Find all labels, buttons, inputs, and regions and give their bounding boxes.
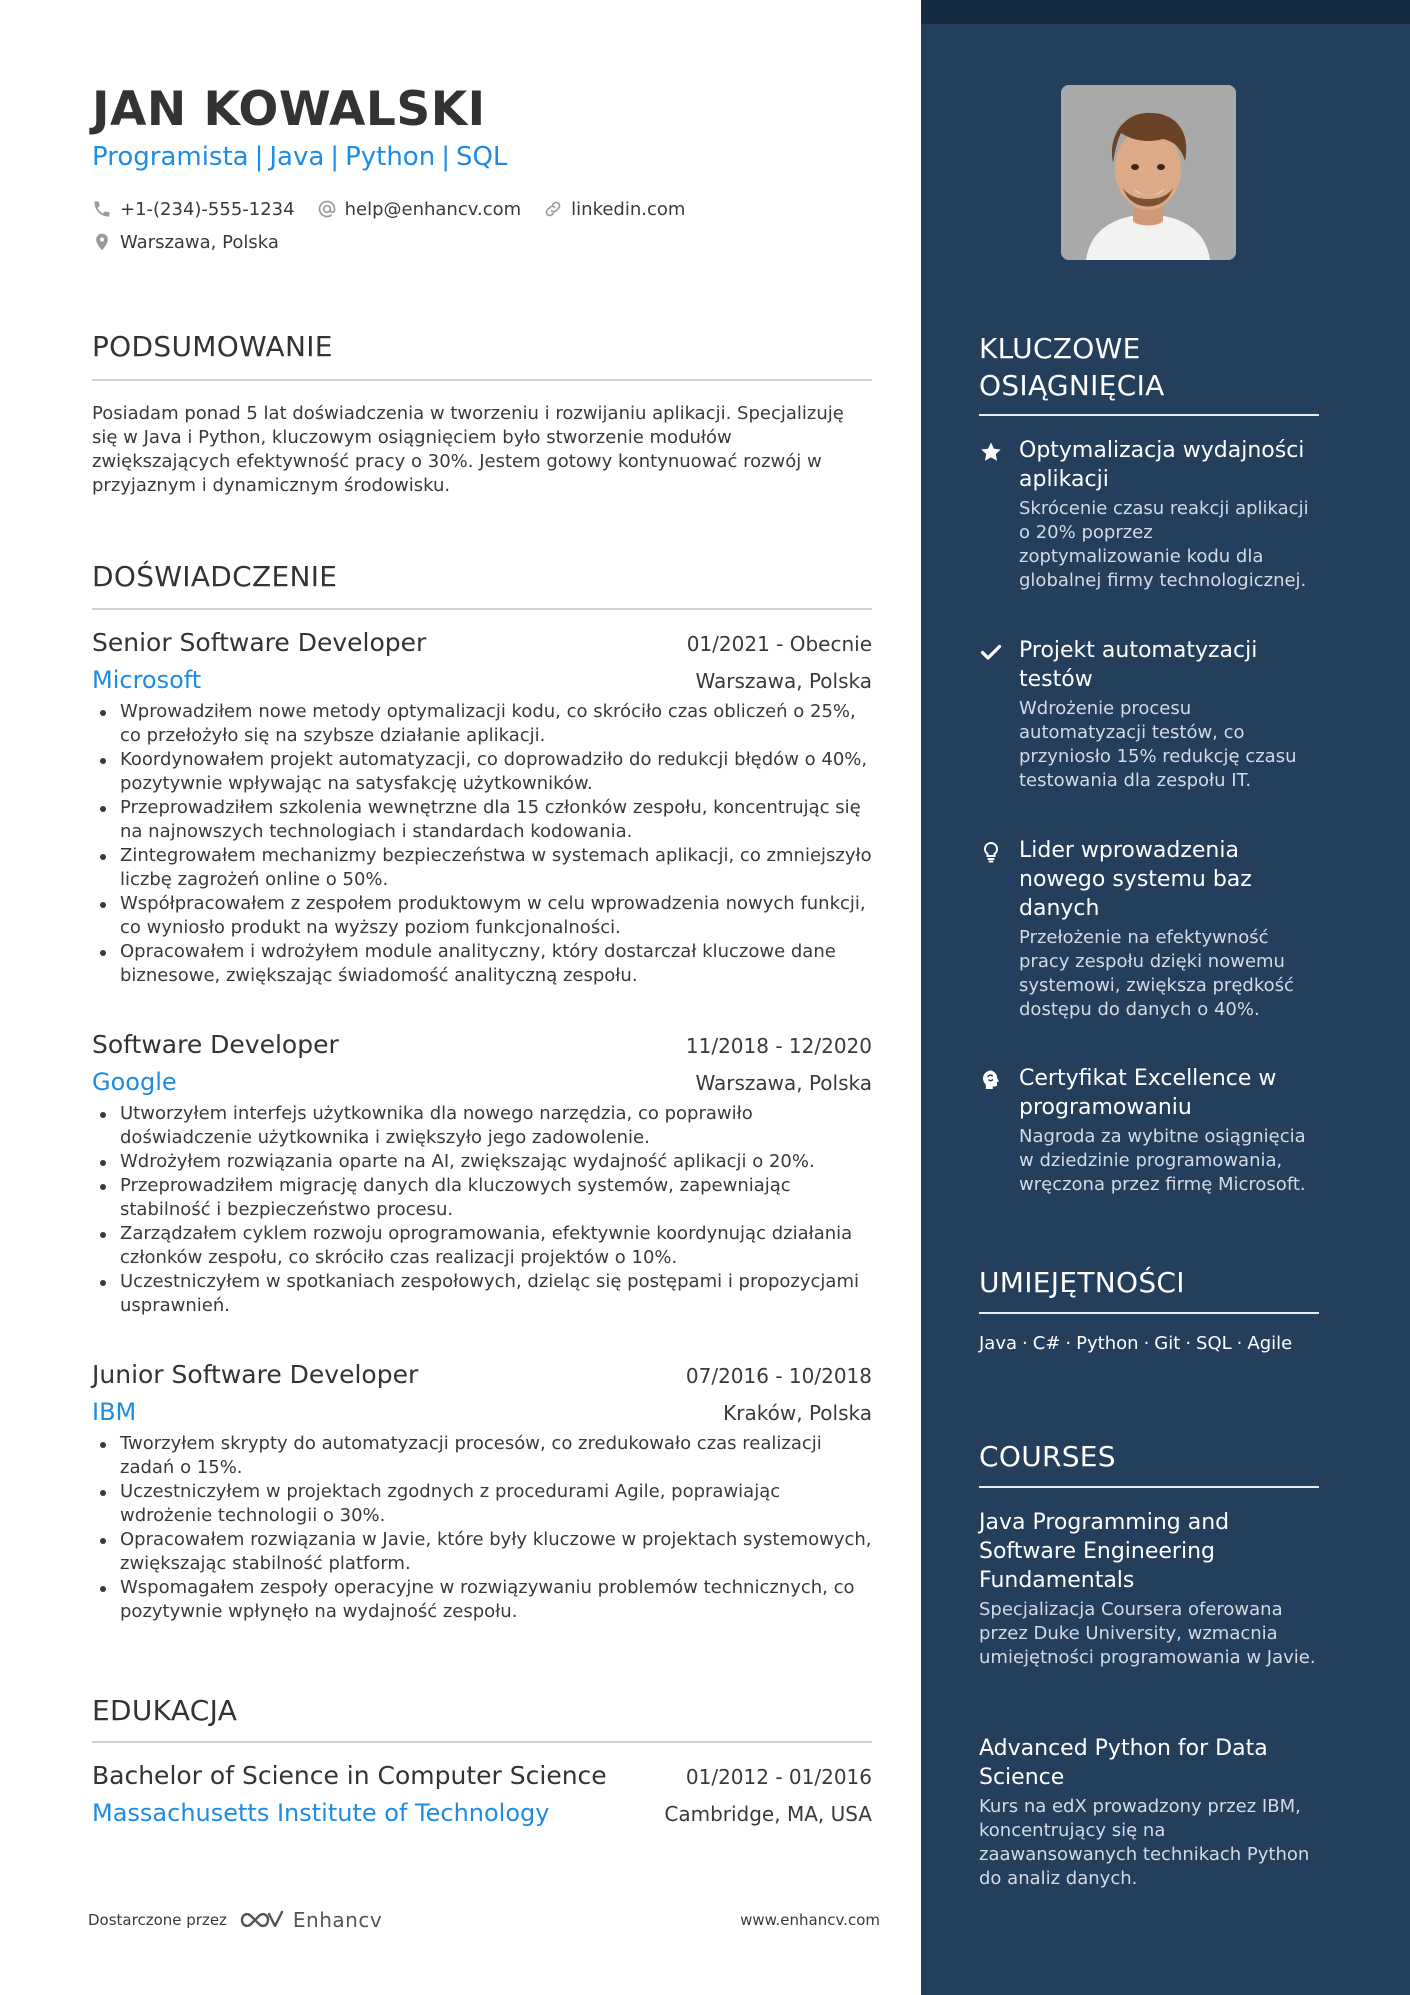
- achievement-description: Wdrożenie procesu automatyzacji testów, co przyniosło 15% redukcję czasu testowania dla zespołu IT.: [1019, 698, 1297, 791]
- lightbulb-icon: [979, 840, 1003, 864]
- job-bullet: Opracowałem i wdrożyłem module analityczny, który dostarczał kluczowe dane biznesowe, zwiększając świadomość analityczną zespołu.: [92, 940, 872, 988]
- title-separator: |: [254, 142, 264, 172]
- section-divider: [92, 1741, 872, 1743]
- job-bullet: Tworzyłem skrypty do automatyzacji procesów, co zredukowało czas realizacji zadań o 15%.: [92, 1432, 872, 1480]
- section-divider: [92, 608, 872, 610]
- course-description: Kurs na edX prowadzony przez IBM, koncentrujący się na zaawansowanych technikach Python do analiz danych.: [979, 1796, 1310, 1889]
- title-part: Programista: [92, 142, 249, 172]
- achievement-item: [979, 1064, 1319, 1197]
- profile-photo: [1061, 85, 1236, 260]
- skill-tag: Git: [1154, 1333, 1181, 1354]
- achievements-heading: [979, 330, 1165, 404]
- phone-number: +1-(234)-555-1234: [120, 198, 295, 220]
- job-bullet: Wdrożyłem rozwiązania oparte na AI, zwiększając wydajność aplikacji o 20%.: [92, 1150, 872, 1174]
- achievement-description: Skrócenie czasu reakcji aplikacji o 20% poprzez zoptymalizowanie kodu dla globalnej firmy technologicznej.: [1019, 498, 1309, 591]
- star-icon: [979, 440, 1003, 464]
- education-location: Cambridge, MA, USA: [664, 1802, 872, 1826]
- location-contact: [92, 232, 279, 253]
- at-icon: [317, 199, 337, 219]
- achievement-title: Projekt automatyzacji testów: [1019, 638, 1258, 692]
- course-title: Java Programming and Software Engineering Fundamentals: [979, 1510, 1230, 1593]
- skill-tag: C#: [1032, 1333, 1061, 1354]
- job-bullet: Wspomagałem zespoły operacyjne w rozwiązywaniu problemów technicznych, co pozytywnie wpłynęło na wydajność zespołu.: [92, 1576, 872, 1624]
- achievement-title: Certyfikat Excellence w programowaniu: [1019, 1066, 1277, 1120]
- summary-heading: PODSUMOWANIE: [92, 330, 333, 363]
- location-pin-icon: [92, 232, 112, 252]
- job-date: 07/2016 - 10/2018: [685, 1364, 872, 1388]
- job-entry: [92, 1030, 872, 1318]
- achievement-description: Przełożenie na efektywność pracy zespołu dzięki nowemu systemowi, zwiększa prędkość dostępu do danych o 40%.: [1019, 927, 1294, 1020]
- job-role: Senior Software Developer: [92, 628, 427, 657]
- sidebar-top-band: [921, 0, 1410, 24]
- checkmark-icon: [979, 640, 1003, 664]
- job-bullet: Zintegrowałem mechanizmy bezpieczeństwa w systemach aplikacji, co zmniejszyło liczbę zagrożeń online o 50%.: [92, 844, 872, 892]
- job-bullet: Współpracowałem z zespołem produktowym w celu wprowadzenia nowych funkcji, co wyniosło produkt na wyższy poziom funkcjonalności.: [92, 892, 872, 940]
- footer: [88, 1905, 880, 1935]
- linkedin-link: linkedin.com: [571, 198, 686, 220]
- achievement-title: Optymalizacja wydajności aplikacji: [1019, 438, 1305, 492]
- sidebar: [921, 0, 1410, 1995]
- skill-separator: ·: [1143, 1333, 1150, 1354]
- job-entry: [92, 1360, 872, 1624]
- contact-info: [92, 196, 872, 262]
- education-entry: [92, 1761, 872, 1835]
- job-bullet: Utworzyłem interfejs użytkownika dla nowego narzędzia, co poprawiło doświadczenie użytkownika i zwiększyło jego zadowolenie.: [92, 1102, 872, 1150]
- courses-heading: COURSES: [979, 1440, 1116, 1473]
- title-separator: |: [330, 142, 340, 172]
- experience-heading: DOŚWIADCZENIE: [92, 560, 338, 593]
- education-heading: EDUKACJA: [92, 1694, 238, 1727]
- achievement-description: Nagroda za wybitne osiągnięcia w dziedzinie programowania, wręczona przez firmę Microsoft.: [1019, 1126, 1306, 1195]
- job-location: Kraków, Polska: [723, 1401, 872, 1425]
- title-part: Python: [345, 142, 436, 172]
- email-address: help@enhancv.com: [344, 198, 522, 220]
- job-role: Junior Software Developer: [92, 1360, 419, 1389]
- school-name: Massachusetts Institute of Technology: [92, 1799, 550, 1827]
- title-separator: |: [441, 142, 450, 172]
- job-company: Microsoft: [92, 666, 202, 694]
- phone-icon: [92, 199, 112, 219]
- job-entry: [92, 628, 872, 988]
- enhancv-logo-icon[interactable]: [239, 1908, 285, 1932]
- skill-separator: ·: [1022, 1333, 1028, 1354]
- job-bullet: Uczestniczyłem w spotkaniach zespołowych, dzieląc się postępami i propozycjami usprawnień.: [92, 1270, 872, 1318]
- achievement-title: Lider wprowadzenia nowego systemu baz danych: [1019, 838, 1252, 921]
- job-bullet: Przeprowadziłem migrację danych dla kluczowych systemów, zapewniając stabilność i bezpieczeństwo procesu.: [92, 1174, 872, 1222]
- title-part: SQL: [455, 142, 508, 172]
- job-bullet: Przeprowadziłem szkolenia wewnętrzne dla 15 członków zespołu, koncentrując się na najnowszych technologiach i standardach kodowania.: [92, 796, 872, 844]
- title-part: Java: [269, 142, 325, 172]
- achievement-item: [979, 436, 1319, 593]
- job-date: 11/2018 - 12/2020: [685, 1034, 872, 1058]
- website-link[interactable]: www.enhancv.com: [740, 1911, 880, 1929]
- course-title: Advanced Python for Data Science: [979, 1736, 1268, 1790]
- job-bullets: [92, 1432, 872, 1624]
- job-location: Warszawa, Polska: [695, 669, 872, 693]
- portrait-illustration: [1061, 85, 1236, 260]
- sidebar-divider: [979, 1312, 1319, 1314]
- skill-separator: ·: [1236, 1333, 1243, 1354]
- job-bullet: Zarządzałem cyklem rozwoju oprogramowania, efektywnie koordynując działania członków zespołu, co skróciło czas realizacji projektów o 10%.: [92, 1222, 872, 1270]
- skills-heading: UMIEJĘTNOŚCI: [979, 1266, 1185, 1299]
- job-role: Software Developer: [92, 1030, 339, 1059]
- skill-tag: Python: [1076, 1333, 1139, 1354]
- summary-text: Posiadam ponad 5 lat doświadczenia w tworzeniu i rozwijaniu aplikacji. Specjalizuję się w Java i Python, kluczowym osiągnięciem było stworzenie modułów zwiększających efektywność pracy o 30%. Jestem gotowy kontynuować rozwój w przyjaznym i dynamicznym środowisku.: [92, 403, 844, 496]
- sidebar-divider: [979, 1486, 1319, 1488]
- job-bullet: Uczestniczyłem w projektach zgodnych z procedurami Agile, poprawiając wdrożenie technologii o 30%.: [92, 1480, 872, 1528]
- job-bullets: [92, 700, 872, 988]
- course-description: Specjalizacja Coursera oferowana przez Duke University, wzmacnia umiejętności programowania w Javie.: [979, 1599, 1316, 1668]
- achievement-item: [979, 636, 1319, 793]
- achievements-heading-line: KLUCZOWE: [979, 332, 1141, 365]
- skill-tag: SQL: [1196, 1333, 1232, 1354]
- powered-by-text: Dostarczone przez: [88, 1911, 227, 1929]
- job-bullet: Opracowałem rozwiązania w Javie, które były kluczowe w projektach systemowych, zwiększając stabilność platform.: [92, 1528, 872, 1576]
- linkedin-contact[interactable]: [543, 199, 685, 220]
- candidate-name: JAN KOWALSKI: [92, 82, 486, 137]
- skills-list: [979, 1333, 1319, 1354]
- email-contact[interactable]: [317, 199, 522, 220]
- achievement-item: [979, 836, 1319, 1022]
- skill-separator: ·: [1185, 1333, 1192, 1354]
- achievements-heading-line: OSIĄGNIĘCIA: [979, 369, 1165, 402]
- job-location: Warszawa, Polska: [695, 1071, 872, 1095]
- job-company: IBM: [92, 1398, 137, 1426]
- brand-name[interactable]: Enhancv: [292, 1908, 383, 1932]
- course-item: [979, 1508, 1319, 1670]
- job-company: Google: [92, 1068, 177, 1096]
- skill-separator: ·: [1065, 1333, 1072, 1354]
- link-icon: [543, 199, 563, 219]
- job-bullet: Koordynowałem projekt automatyzacji, co doprowadziło do redukcji błędów o 40%, pozytywnie wpływając na satysfakcję użytkowników.: [92, 748, 872, 796]
- sidebar-divider: [979, 414, 1319, 416]
- skill-tag: Agile: [1247, 1333, 1293, 1354]
- job-title: [92, 142, 507, 172]
- job-date: 01/2021 - Obecnie: [686, 632, 872, 656]
- section-divider: [92, 379, 872, 381]
- brain-icon: [979, 1068, 1003, 1092]
- course-item: [979, 1734, 1319, 1891]
- degree: Bachelor of Science in Computer Science: [92, 1761, 607, 1790]
- education-date: 01/2012 - 01/2016: [685, 1765, 872, 1789]
- skill-tag: Java: [979, 1333, 1018, 1354]
- location-text: Warszawa, Polska: [120, 231, 279, 253]
- job-bullet: Wprowadziłem nowe metody optymalizacji kodu, co skróciło czas obliczeń o 25%, co przełożyło się na szybsze działanie aplikacji.: [92, 700, 872, 748]
- phone-contact[interactable]: [92, 199, 295, 220]
- job-bullets: [92, 1102, 872, 1318]
